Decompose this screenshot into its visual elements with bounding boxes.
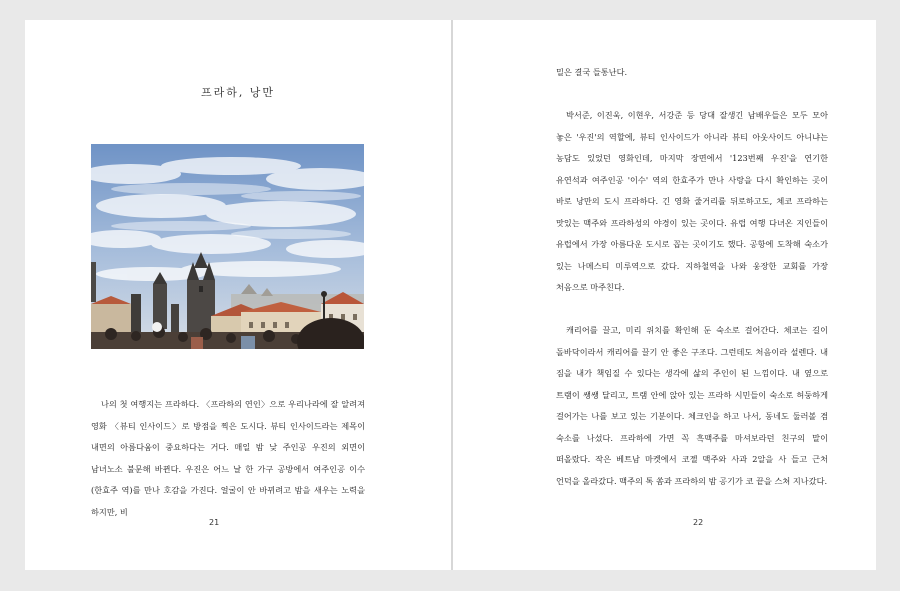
page-number-right: 22 <box>693 518 704 527</box>
right-page-body <box>556 62 828 492</box>
paragraph: 나의 첫 여행지는 프라하다. 〈프라하의 연인〉으로 우리나라에 잘 알려져 영화 〈뷰티 인사이드〉로 방점을 찍은 도시다. 뷰티 인사이드라는 제목이 내면의 아름다움이 중요하다는 거다. 매일 밤 낮 주인공 우진의 외면이 남녀노소 불문해 바뀐다. 우진은 어느 날 한 가구 공방에서 여주인공 이수(한효주 역)를 만나 호감을 가진다. 얼굴이 안 바뀌려고 밤을 새우는 노력을 하지만, 비 <box>91 399 365 517</box>
book-spread <box>25 20 876 570</box>
page-number-left: 21 <box>209 518 220 527</box>
paragraph: 밀은 결국 들통난다. <box>556 67 628 77</box>
left-page-body <box>91 394 365 523</box>
right-page <box>453 20 876 570</box>
prague-skyline-photo <box>91 144 364 349</box>
left-page <box>25 20 451 570</box>
chapter-title: 프라하, 낭만 <box>200 86 276 99</box>
paragraph: 캐리어를 끌고, 미리 위치를 확인해 둔 숙소로 걸어간다. 체코는 길이 돌바닥이라서 캐리어를 끌기 안 좋은 구조다. 그런데도 처음이라 설렌다. 내 짐을 내가 책임질 수 있다는 생각에 삶의 주인이 된 느낌이다. 내 옆으로 트램이 쌩쌩 달리고, 트램 안에 앉아 있는 프라하 시민들이 숙소로 허둥하게 걸어가는 나를 보고 있는 기분이다. 체크인을 하고 나서, 동네도 둘러볼 겸 숙소를 나섰다. 프라하에 가면 꼭 흑맥주를 마셔보라던 친구의 말이 떠올랐다. 작은 베트남 마켓에서 코젤 맥주와 사과 2알을 사 들고 근처 언덕을 올라갔다. 맥주의 톡 쏨과 프라하의 밤 공기가 코 끝을 스쳐 지나갔다. <box>556 325 828 486</box>
paragraph: 박서준, 이진욱, 이현우, 서강준 등 당대 잘생긴 남배우들은 모두 모아 놓은 '우진'의 역할에, 뷰티 인사이드가 아니라 뷰티 아웃사이드 아니냐는 농담도 있었던 영화인데, 마지막 장면에서 '123번째 우진'을 연기한 유연석과 여주인공 '이수' 역의 한효주가 만나 사랑을 다시 확인하는 곳이 바로 낭만의 도시 프라하다. 긴 영화 줄거리를 뒤로하고도, 체코 프라하는 맛있는 맥주와 프라하성의 야경이 있는 곳이다. 유럽 여행 다녀온 지인들이 유럽에서 가장 아름다운 도시로 꼽는 곳이기도 했다. 공항에 도착해 숙소가 있는 나메스티 미루역으로 갔다. 지하철역을 나와 웅장한 교회를 가장 처음으로 마주친다. <box>556 110 828 292</box>
